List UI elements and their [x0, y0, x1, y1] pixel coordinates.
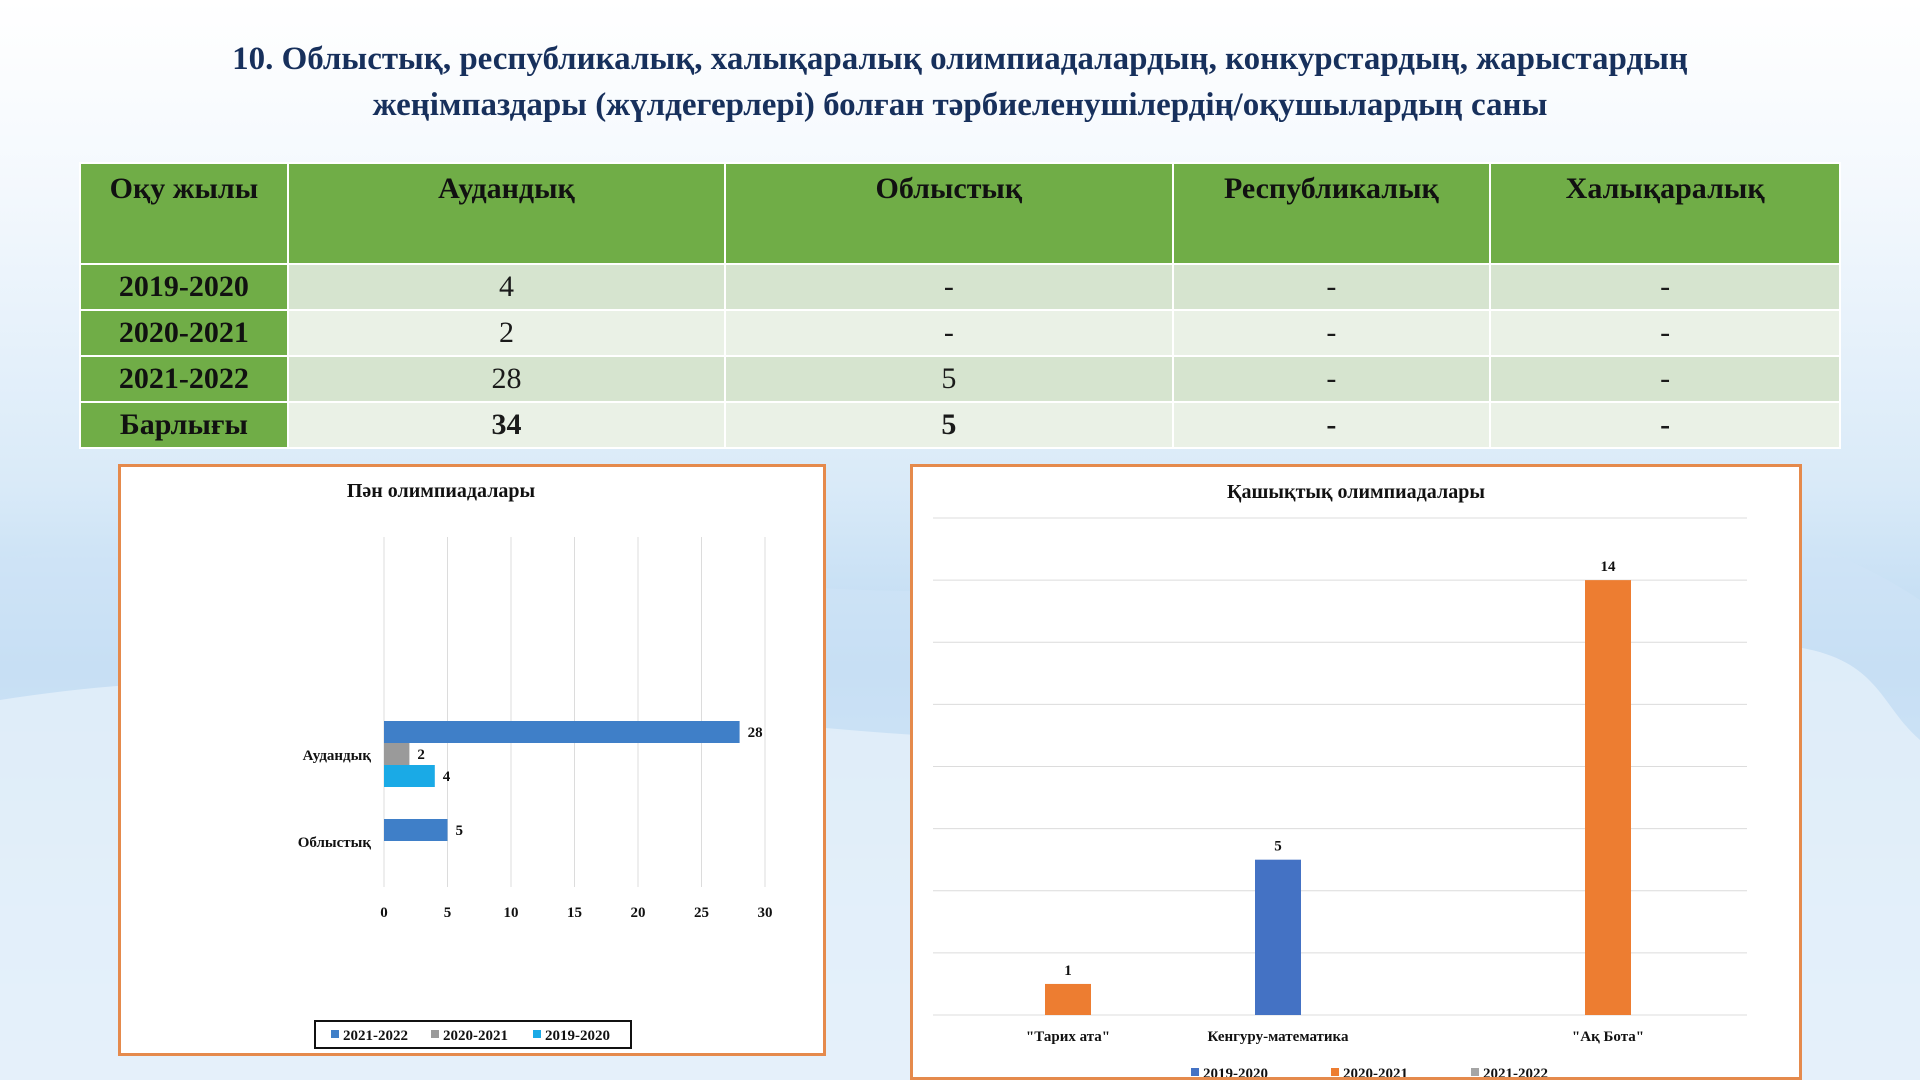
cell-value: 2	[288, 310, 725, 356]
subject-olympiad-chart-svg	[121, 467, 823, 1053]
cell-total-value: 5	[725, 402, 1172, 448]
table-header-row	[80, 163, 1840, 264]
header-academic-year: Оқу жылы	[80, 163, 288, 264]
legend-swatch	[1331, 1068, 1339, 1076]
cell-value: -	[1173, 264, 1491, 310]
table-row	[80, 310, 1840, 356]
x-tick-label: 30	[757, 905, 773, 921]
table-total-row	[80, 402, 1840, 448]
legend-swatch	[533, 1030, 541, 1038]
cell-total-value: -	[1173, 402, 1491, 448]
legend-label: 2020-2021	[1343, 1066, 1408, 1077]
cell-value: -	[725, 264, 1172, 310]
legend-label: 2019-2020	[1203, 1066, 1268, 1077]
x-tick-label: 10	[503, 905, 519, 921]
cell-total-label: Барлығы	[80, 402, 288, 448]
x-tick-label: 5	[443, 905, 452, 921]
cell-value: -	[725, 310, 1172, 356]
cell-value: -	[1490, 264, 1840, 310]
chart-title: Қашықтық олимпиадалары	[1227, 481, 1485, 503]
y-category-label: Облыстық	[297, 835, 371, 851]
title-line-1: 10. Облыстық, республикалық, халықаралық олимпиадалардың, конкурстардың, жарыстардың	[232, 41, 1688, 77]
legend-label: 2019-2020	[545, 1028, 610, 1044]
data-label: 4	[442, 769, 451, 785]
legend-label: 2020-2021	[443, 1028, 508, 1044]
bar	[1255, 860, 1301, 1015]
subject-olympiad-chart	[118, 464, 826, 1056]
bar	[384, 765, 435, 787]
winners-table	[79, 162, 1841, 449]
cell-value: -	[1173, 310, 1491, 356]
x-category-label: "Ақ Бота"	[1571, 1029, 1645, 1045]
legend-swatch	[1471, 1068, 1479, 1076]
cell-value: -	[1490, 356, 1840, 402]
cell-value: 5	[725, 356, 1172, 402]
table-row	[80, 356, 1840, 402]
distance-olympiad-chart-svg	[913, 467, 1799, 1077]
cell-total-value: 34	[288, 402, 725, 448]
data-label: 5	[1274, 838, 1282, 855]
legend-swatch	[1191, 1068, 1199, 1076]
distance-olympiad-chart	[910, 464, 1802, 1080]
x-tick-label: 0	[380, 905, 388, 921]
legend-swatch	[331, 1030, 339, 1038]
legend-swatch	[431, 1030, 439, 1038]
header-regional: Облыстық	[725, 163, 1172, 264]
x-category-label: Кенгуру-математика	[1207, 1029, 1349, 1045]
cell-year: 2019-2020	[80, 264, 288, 310]
cell-total-value: -	[1490, 402, 1840, 448]
bar	[384, 743, 409, 765]
header-republican: Республикалық	[1173, 163, 1491, 264]
x-tick-label: 20	[630, 905, 646, 921]
page-title	[60, 36, 1860, 128]
cell-value: -	[1490, 310, 1840, 356]
data-label: 2	[417, 747, 425, 763]
cell-year: 2020-2021	[80, 310, 288, 356]
x-tick-label: 25	[694, 905, 709, 921]
data-label: 28	[747, 725, 763, 741]
legend-label: 2021-2022	[343, 1028, 408, 1044]
x-tick-label: 15	[567, 905, 582, 921]
cell-value: 4	[288, 264, 725, 310]
data-label: 14	[1600, 559, 1616, 576]
bar	[384, 721, 740, 743]
data-label: 5	[455, 823, 463, 839]
header-international: Халықаралық	[1490, 163, 1840, 264]
legend-label: 2021-2022	[1483, 1066, 1548, 1077]
cell-value: -	[1173, 356, 1491, 402]
data-label: 1	[1064, 962, 1072, 979]
bar	[1045, 984, 1091, 1015]
y-category-label: Аудандық	[302, 748, 371, 764]
header-district: Аудандық	[288, 163, 725, 264]
bar	[1585, 580, 1631, 1015]
bar	[384, 819, 448, 841]
cell-year: 2021-2022	[80, 356, 288, 402]
cell-value: 28	[288, 356, 725, 402]
title-line-2: жеңімпаздары (жүлдегерлері) болған тәрбиеленушілердің/оқушылардың саны	[372, 87, 1548, 123]
x-category-label: "Тарих ата"	[1025, 1029, 1111, 1045]
chart-title: Пән олимпиадалары	[346, 480, 536, 502]
table-row	[80, 264, 1840, 310]
